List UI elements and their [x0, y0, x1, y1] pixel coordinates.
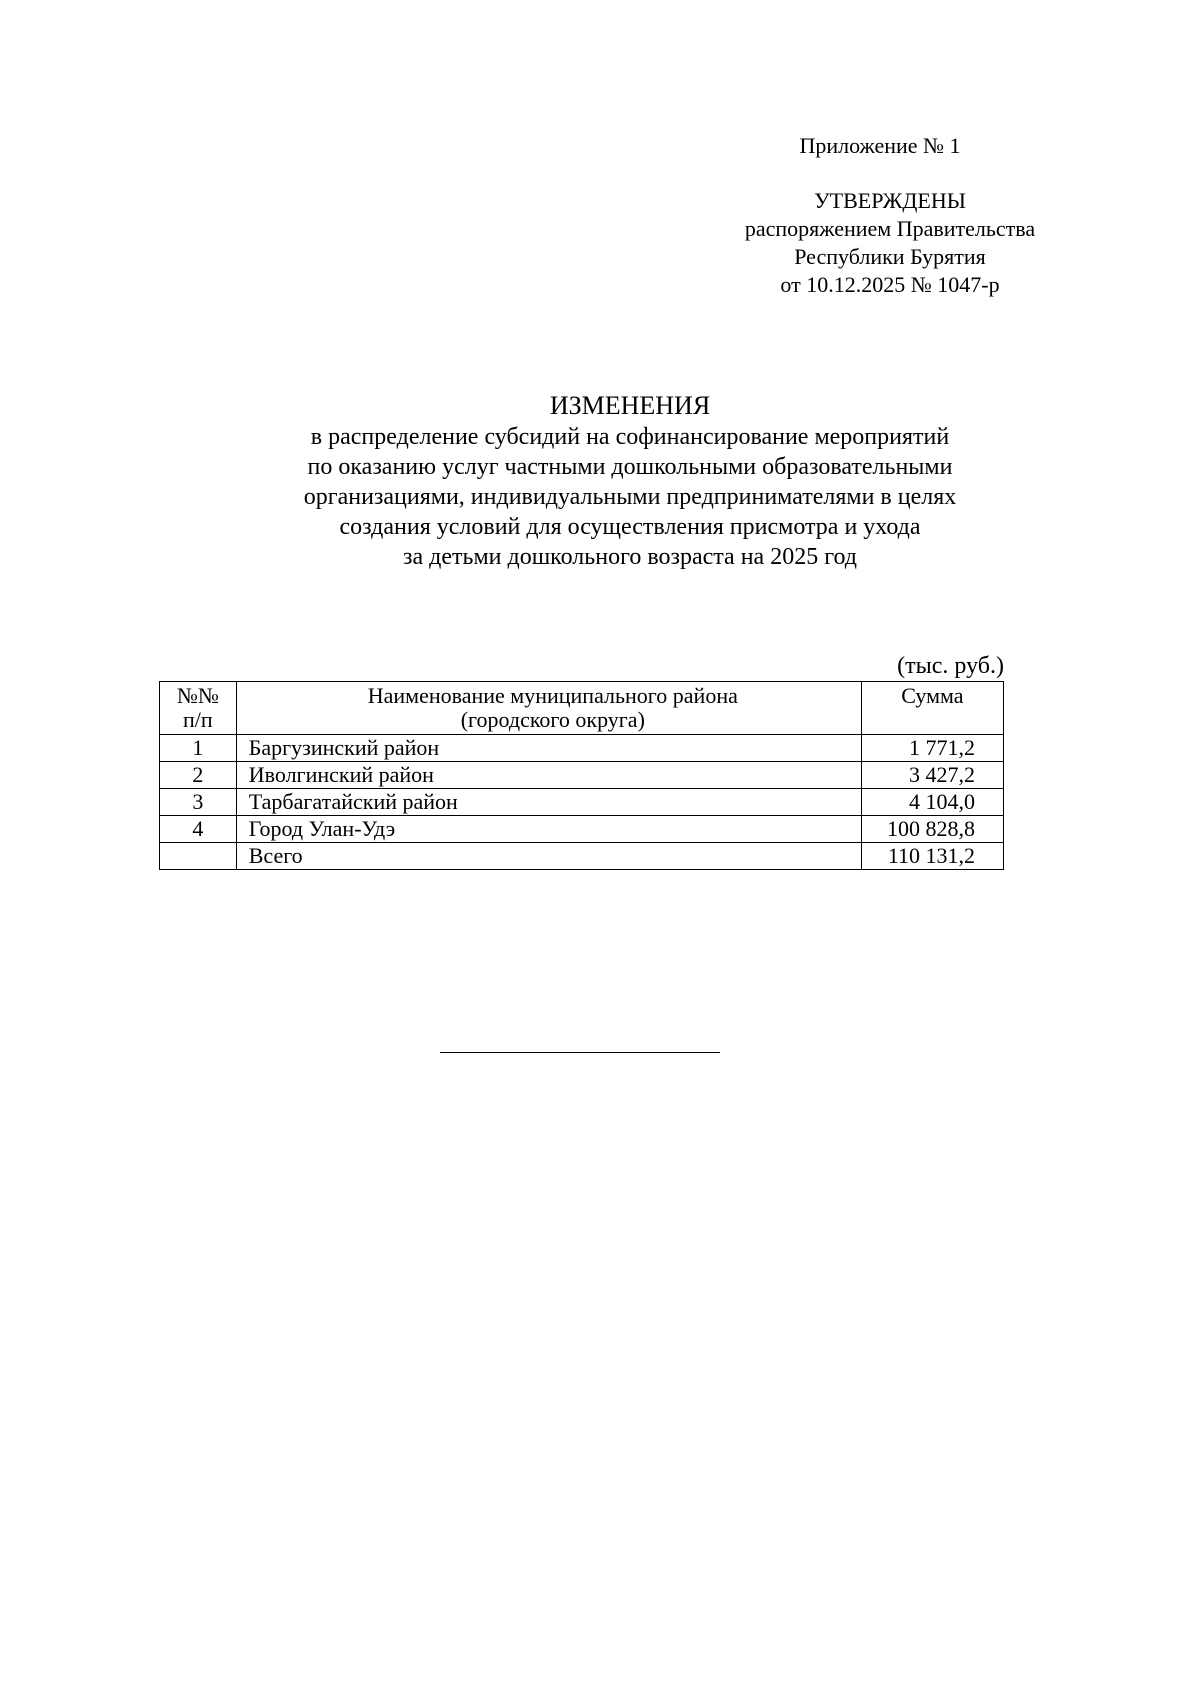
subtitle-line: в распределение субсидий на софинансирование мероприятий [310, 424, 950, 450]
table-row [160, 816, 1004, 843]
header-name [236, 682, 861, 735]
row-number [160, 843, 237, 870]
table-row [160, 789, 1004, 816]
row-number: 1 [160, 735, 237, 762]
header-name-line1: Наименование муниципального района [367, 683, 738, 708]
row-name: Город Улан-Удэ [236, 816, 861, 843]
closing-separator-line [440, 1052, 720, 1053]
approval-line: распоряжением Правительства [744, 216, 1036, 241]
row-number: 2 [160, 762, 237, 789]
row-sum: 3 427,2 [861, 762, 1003, 789]
row-name: Тарбагатайский район [236, 789, 861, 816]
row-name: Баргузинский район [236, 735, 861, 762]
subsidy-table [159, 681, 1004, 870]
subtitle-line: за детьми дошкольного возраста на 2025 год [403, 544, 857, 570]
approval-date-line: от 10.12.2025 № 1047-р [780, 272, 1000, 297]
row-number: 3 [160, 789, 237, 816]
table-header-row [160, 682, 1004, 735]
appendix-label: Приложение № 1 [799, 133, 961, 158]
header-number-line2: п/п [183, 707, 213, 732]
table-row [160, 762, 1004, 789]
document-subtitle [0, 422, 1200, 572]
table-row [160, 735, 1004, 762]
approval-line: Республики Бурятия [794, 244, 986, 269]
total-label: Всего [236, 843, 861, 870]
row-name: Иволгинский район [236, 762, 861, 789]
header-number-line1: №№ [176, 683, 219, 708]
approval-block [690, 187, 1090, 299]
subtitle-line: создания условий для осуществления присмотра и ухода [339, 514, 921, 540]
header-sum: Сумма [861, 682, 1003, 735]
table-total-row [160, 843, 1004, 870]
subtitle-line: по оказанию услуг частными дошкольными образовательными [307, 454, 953, 480]
approval-heading: УТВЕРЖДЕНЫ [814, 188, 966, 213]
document-title: ИЗМЕНЕНИЯ [549, 391, 711, 420]
units-label: (тыс. руб.) [897, 653, 1004, 679]
header-number [160, 682, 237, 735]
row-sum: 4 104,0 [861, 789, 1003, 816]
header-name-line2: (городского округа) [460, 707, 645, 732]
row-sum: 100 828,8 [861, 816, 1003, 843]
subtitle-line: организациями, индивидуальными предпринимателями в целях [303, 484, 957, 510]
row-number: 4 [160, 816, 237, 843]
row-sum: 1 771,2 [861, 735, 1003, 762]
total-sum: 110 131,2 [861, 843, 1003, 870]
